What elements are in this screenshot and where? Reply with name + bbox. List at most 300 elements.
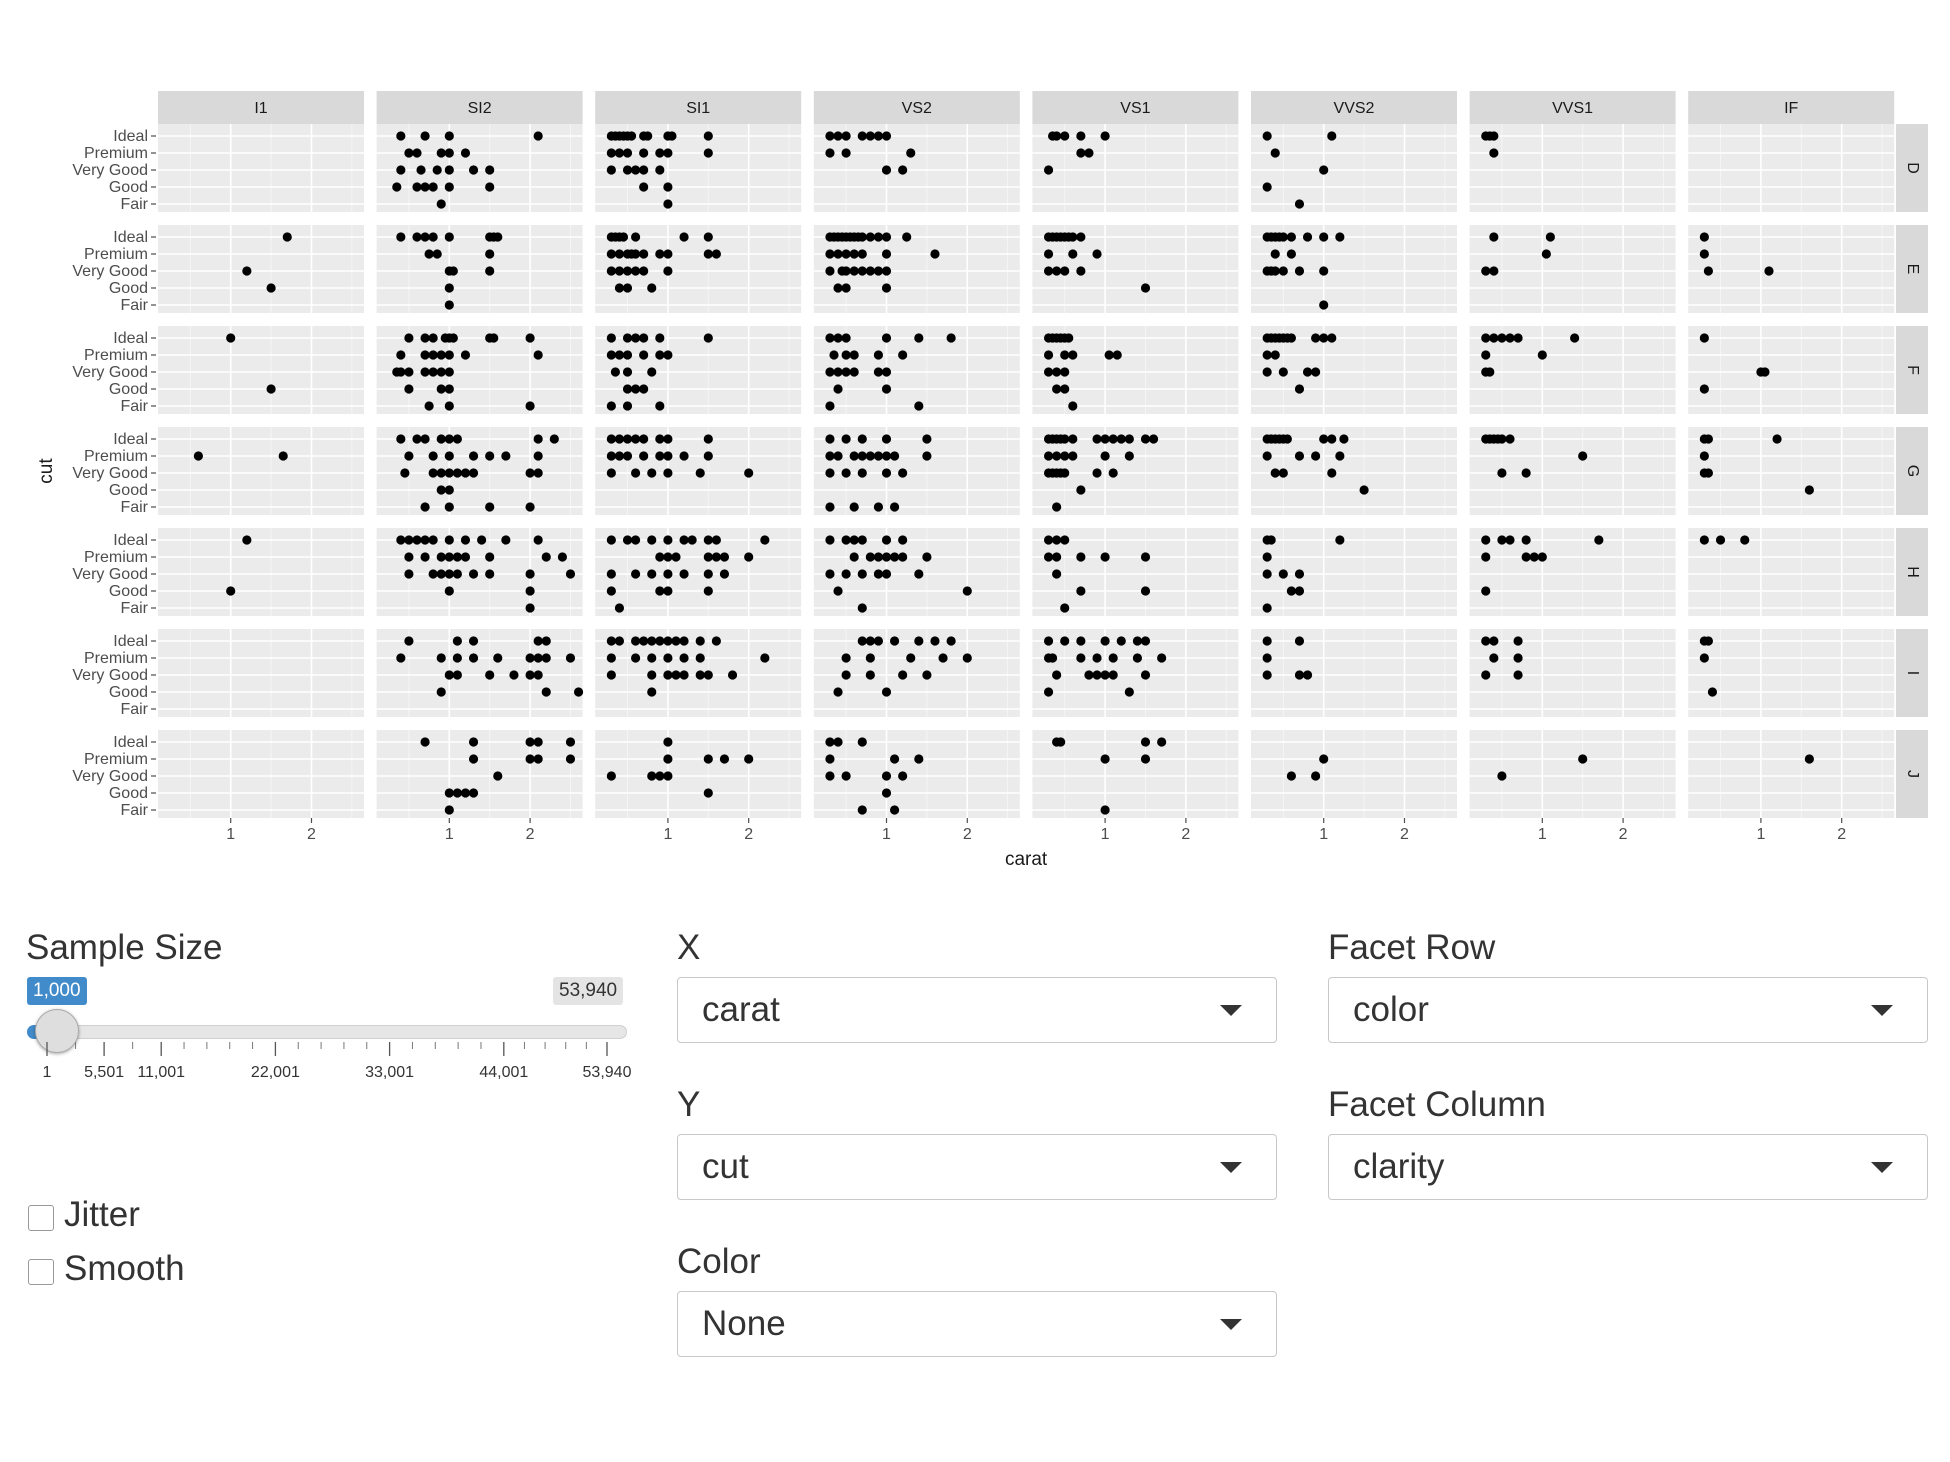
facet-panel <box>1688 427 1894 515</box>
data-point <box>1700 232 1709 241</box>
data-point <box>416 165 425 174</box>
data-point <box>412 148 421 157</box>
data-point <box>704 586 713 595</box>
data-point <box>461 468 470 477</box>
data-point <box>655 333 664 342</box>
chevron-down-icon <box>1220 1005 1242 1016</box>
data-point <box>1497 535 1506 544</box>
data-point <box>655 350 664 359</box>
data-point <box>437 653 446 662</box>
data-point <box>898 670 907 679</box>
data-point <box>396 232 405 241</box>
data-point <box>607 350 616 359</box>
data-point <box>639 350 648 359</box>
data-point <box>679 653 688 662</box>
data-point <box>882 788 891 797</box>
data-point <box>963 653 972 662</box>
slider-grid-label: 53,940 <box>582 1064 632 1081</box>
data-point <box>1513 670 1522 679</box>
data-point <box>914 636 923 645</box>
data-point <box>882 771 891 780</box>
data-point <box>404 333 413 342</box>
data-point <box>615 603 624 612</box>
data-point <box>1481 266 1490 275</box>
data-point <box>898 552 907 561</box>
data-point <box>542 653 551 662</box>
data-point <box>623 384 632 393</box>
data-point <box>1044 350 1053 359</box>
data-point <box>663 535 672 544</box>
data-point <box>429 451 438 460</box>
data-point <box>647 569 656 578</box>
data-point <box>1489 333 1498 342</box>
data-point <box>1295 586 1304 595</box>
data-point <box>485 249 494 258</box>
data-point <box>882 367 891 376</box>
y-tick-label: Good <box>108 381 148 398</box>
data-point <box>1060 266 1069 275</box>
data-point <box>1489 653 1498 662</box>
data-point <box>1060 367 1069 376</box>
data-point <box>704 232 713 241</box>
data-point <box>453 653 462 662</box>
y-tick-label: Very Good <box>72 162 148 179</box>
data-point <box>1271 468 1280 477</box>
data-point <box>1295 451 1304 460</box>
data-point <box>898 350 907 359</box>
data-point <box>1141 434 1150 443</box>
x-tick-label: 2 <box>962 826 972 843</box>
data-point <box>453 552 462 561</box>
data-point <box>1319 434 1328 443</box>
data-point <box>882 384 891 393</box>
sample-size-slider-handle[interactable] <box>35 1009 79 1053</box>
chevron-down-icon <box>1220 1319 1242 1330</box>
facet-column-label: VVS1 <box>1552 100 1594 117</box>
data-point <box>1263 350 1272 359</box>
smooth-checkbox[interactable] <box>28 1259 54 1285</box>
facet-panel <box>1688 629 1894 717</box>
data-point <box>469 754 478 763</box>
data-point <box>445 165 454 174</box>
data-point <box>433 249 442 258</box>
data-point <box>825 249 834 258</box>
data-point <box>833 687 842 696</box>
data-point <box>639 182 648 191</box>
data-point <box>704 148 713 157</box>
data-point <box>1267 535 1276 544</box>
data-point <box>437 350 446 359</box>
data-point <box>1283 434 1292 443</box>
data-point <box>882 232 891 241</box>
data-point <box>1481 586 1490 595</box>
data-point <box>433 165 442 174</box>
data-point <box>1522 552 1531 561</box>
data-point <box>825 401 834 410</box>
data-point <box>449 266 458 275</box>
data-point <box>1311 771 1320 780</box>
data-point <box>437 485 446 494</box>
data-point <box>720 754 729 763</box>
data-point <box>874 131 883 140</box>
data-point <box>1716 535 1725 544</box>
data-point <box>663 586 672 595</box>
y-select[interactable] <box>677 1134 1277 1200</box>
data-point <box>445 350 454 359</box>
data-point <box>1489 232 1498 241</box>
data-point <box>825 131 834 140</box>
data-point <box>623 401 632 410</box>
data-point <box>712 636 721 645</box>
data-point <box>1068 350 1077 359</box>
data-point <box>615 148 624 157</box>
data-point <box>469 788 478 797</box>
data-point <box>615 636 624 645</box>
data-point <box>525 586 534 595</box>
data-point <box>906 653 915 662</box>
data-point <box>882 249 891 258</box>
data-point <box>728 670 737 679</box>
data-point <box>631 434 640 443</box>
y-tick-label: Premium <box>83 751 148 768</box>
data-point <box>623 266 632 275</box>
data-point <box>1319 300 1328 309</box>
data-point <box>1060 350 1069 359</box>
data-point <box>882 283 891 292</box>
data-point <box>429 468 438 477</box>
data-point <box>623 333 632 342</box>
facet-row-select[interactable] <box>1328 977 1928 1043</box>
data-point <box>607 434 616 443</box>
data-point <box>947 333 956 342</box>
data-point <box>1068 434 1077 443</box>
data-point <box>1101 636 1110 645</box>
data-point <box>890 636 899 645</box>
y-tick-label: Ideal <box>113 128 148 145</box>
data-point <box>947 636 956 645</box>
data-point <box>930 636 939 645</box>
data-point <box>1125 434 1134 443</box>
y-tick-label: Fair <box>120 398 148 415</box>
data-point <box>1303 670 1312 679</box>
data-point <box>607 670 616 679</box>
data-point <box>1359 485 1368 494</box>
data-point <box>874 569 883 578</box>
data-point <box>1052 552 1061 561</box>
data-point <box>1109 653 1118 662</box>
data-point <box>1263 569 1272 578</box>
data-point <box>866 451 875 460</box>
data-point <box>1117 636 1126 645</box>
data-point <box>607 333 616 342</box>
data-point <box>1044 535 1053 544</box>
data-point <box>420 502 429 511</box>
data-point <box>525 502 534 511</box>
data-point <box>607 451 616 460</box>
data-point <box>842 266 851 275</box>
data-point <box>550 434 559 443</box>
data-point <box>1805 754 1814 763</box>
slider-grid-label: 33,001 <box>365 1064 415 1081</box>
facet-column-select[interactable] <box>1328 1134 1928 1200</box>
data-point <box>1133 636 1142 645</box>
data-point <box>1060 434 1069 443</box>
data-point <box>1101 754 1110 763</box>
data-point <box>1772 434 1781 443</box>
data-point <box>437 552 446 561</box>
data-point <box>720 569 729 578</box>
data-point <box>655 165 664 174</box>
data-point <box>858 535 867 544</box>
data-point <box>631 468 640 477</box>
data-point <box>1505 333 1514 342</box>
data-point <box>655 401 664 410</box>
data-point <box>1578 754 1587 763</box>
y-tick-label: Premium <box>83 145 148 162</box>
data-point <box>429 350 438 359</box>
data-point <box>882 687 891 696</box>
data-point <box>607 771 616 780</box>
data-point <box>525 569 534 578</box>
data-point <box>825 434 834 443</box>
data-point <box>842 148 851 157</box>
facet-panel <box>595 730 801 818</box>
x-tick-label: 1 <box>663 826 673 843</box>
data-point <box>898 535 907 544</box>
data-point <box>1287 333 1296 342</box>
data-point <box>1076 148 1085 157</box>
data-point <box>842 468 851 477</box>
data-point <box>825 148 834 157</box>
data-point <box>226 333 235 342</box>
data-point <box>1101 805 1110 814</box>
data-point <box>485 569 494 578</box>
data-point <box>825 502 834 511</box>
x-select[interactable] <box>677 977 1277 1043</box>
data-point <box>485 451 494 460</box>
data-point <box>1052 451 1061 460</box>
data-point <box>704 535 713 544</box>
data-point <box>639 266 648 275</box>
x-tick-label: 1 <box>1537 826 1547 843</box>
data-point <box>712 535 721 544</box>
data-point <box>445 552 454 561</box>
y-tick-label: Premium <box>83 448 148 465</box>
jitter-label[interactable]: Jitter <box>64 1195 140 1234</box>
data-point <box>615 249 624 258</box>
data-point <box>469 636 478 645</box>
data-point <box>833 283 842 292</box>
data-point <box>1481 350 1490 359</box>
jitter-checkbox[interactable] <box>28 1205 54 1231</box>
data-point <box>445 502 454 511</box>
data-point <box>525 653 534 662</box>
data-point <box>501 535 510 544</box>
data-point <box>534 535 543 544</box>
sample-size-slider-track[interactable] <box>27 1025 627 1039</box>
data-point <box>1044 552 1053 561</box>
data-point <box>655 451 664 460</box>
data-point <box>647 771 656 780</box>
data-point <box>1068 451 1077 460</box>
data-point <box>429 232 438 241</box>
data-point <box>400 468 409 477</box>
x-tick-label: 1 <box>1756 826 1766 843</box>
data-point <box>1068 249 1077 258</box>
data-point <box>1704 636 1713 645</box>
data-point <box>890 754 899 763</box>
data-point <box>882 451 891 460</box>
data-point <box>445 788 454 797</box>
data-point <box>1141 754 1150 763</box>
data-point <box>627 131 636 140</box>
smooth-label[interactable]: Smooth <box>64 1249 185 1288</box>
facet-panel <box>1251 629 1457 717</box>
facet-row-value: color <box>1353 990 1429 1029</box>
data-point <box>663 653 672 662</box>
data-point <box>874 636 883 645</box>
data-point <box>1522 468 1531 477</box>
color-select[interactable] <box>677 1291 1277 1357</box>
facet-panel <box>1470 225 1676 313</box>
data-point <box>1700 535 1709 544</box>
data-point <box>882 333 891 342</box>
data-point <box>1700 451 1709 460</box>
data-point <box>696 670 705 679</box>
data-point <box>744 754 753 763</box>
data-point <box>607 165 616 174</box>
data-point <box>396 653 405 662</box>
data-point <box>704 131 713 140</box>
data-point <box>906 148 915 157</box>
data-point <box>850 367 859 376</box>
data-point <box>1481 552 1490 561</box>
data-point <box>453 434 462 443</box>
y-tick-label: Fair <box>120 297 148 314</box>
data-point <box>485 266 494 275</box>
data-point <box>704 434 713 443</box>
data-point <box>420 131 429 140</box>
data-point <box>639 333 648 342</box>
data-point <box>279 451 288 460</box>
data-point <box>866 670 875 679</box>
data-point <box>445 586 454 595</box>
data-point <box>1084 670 1093 679</box>
data-point <box>1271 350 1280 359</box>
data-point <box>615 266 624 275</box>
data-point <box>1052 670 1061 679</box>
data-point <box>647 636 656 645</box>
data-point <box>1513 333 1522 342</box>
data-point <box>1141 283 1150 292</box>
data-point <box>1287 586 1296 595</box>
data-point <box>392 182 401 191</box>
data-point <box>663 569 672 578</box>
data-point <box>1076 586 1085 595</box>
data-point <box>1125 687 1134 696</box>
data-point <box>898 165 907 174</box>
data-point <box>445 451 454 460</box>
data-point <box>1125 451 1134 460</box>
data-point <box>1052 131 1061 140</box>
data-point <box>1101 670 1110 679</box>
data-point <box>1044 249 1053 258</box>
data-point <box>429 569 438 578</box>
data-point <box>461 535 470 544</box>
data-point <box>1052 569 1061 578</box>
data-point <box>534 636 543 645</box>
data-point <box>1157 737 1166 746</box>
data-point <box>639 636 648 645</box>
data-point <box>882 165 891 174</box>
data-point <box>1335 535 1344 544</box>
data-point <box>469 165 478 174</box>
facet-panel <box>1688 730 1894 818</box>
y-tick-label: Fair <box>120 802 148 819</box>
data-point <box>866 552 875 561</box>
data-point <box>631 266 640 275</box>
slider-grid-label: 11,001 <box>137 1064 186 1081</box>
data-point <box>858 266 867 275</box>
facet-panel <box>1688 124 1894 212</box>
data-point <box>445 283 454 292</box>
data-point <box>534 653 543 662</box>
data-point <box>445 232 454 241</box>
data-point <box>655 771 664 780</box>
data-point <box>663 754 672 763</box>
facet-row-label: I <box>1903 670 1921 676</box>
data-point <box>720 552 729 561</box>
data-point <box>1522 535 1531 544</box>
data-point <box>1489 131 1498 140</box>
data-point <box>825 569 834 578</box>
data-point <box>874 232 883 241</box>
data-point <box>623 367 632 376</box>
data-point <box>704 333 713 342</box>
data-point <box>882 569 891 578</box>
data-point <box>453 788 462 797</box>
data-point <box>825 535 834 544</box>
data-point <box>1263 552 1272 561</box>
data-point <box>469 653 478 662</box>
data-point <box>1263 182 1272 191</box>
data-point <box>1109 670 1118 679</box>
x-axis-title: carat <box>1004 849 1048 870</box>
data-point <box>890 552 899 561</box>
data-point <box>679 636 688 645</box>
data-point <box>1060 384 1069 393</box>
data-point <box>1319 266 1328 275</box>
data-point <box>1489 266 1498 275</box>
data-point <box>1505 434 1514 443</box>
color-select-label: Color <box>677 1242 761 1281</box>
y-tick-label: Premium <box>83 549 148 566</box>
data-point <box>623 535 632 544</box>
data-point <box>655 636 664 645</box>
data-point <box>1530 552 1539 561</box>
data-point <box>850 350 859 359</box>
data-point <box>922 434 931 443</box>
data-point <box>485 165 494 174</box>
data-point <box>1060 131 1069 140</box>
data-point <box>437 148 446 157</box>
data-point <box>1060 535 1069 544</box>
data-point <box>631 232 640 241</box>
data-point <box>461 350 470 359</box>
data-point <box>1295 384 1304 393</box>
data-point <box>449 333 458 342</box>
data-point <box>437 569 446 578</box>
